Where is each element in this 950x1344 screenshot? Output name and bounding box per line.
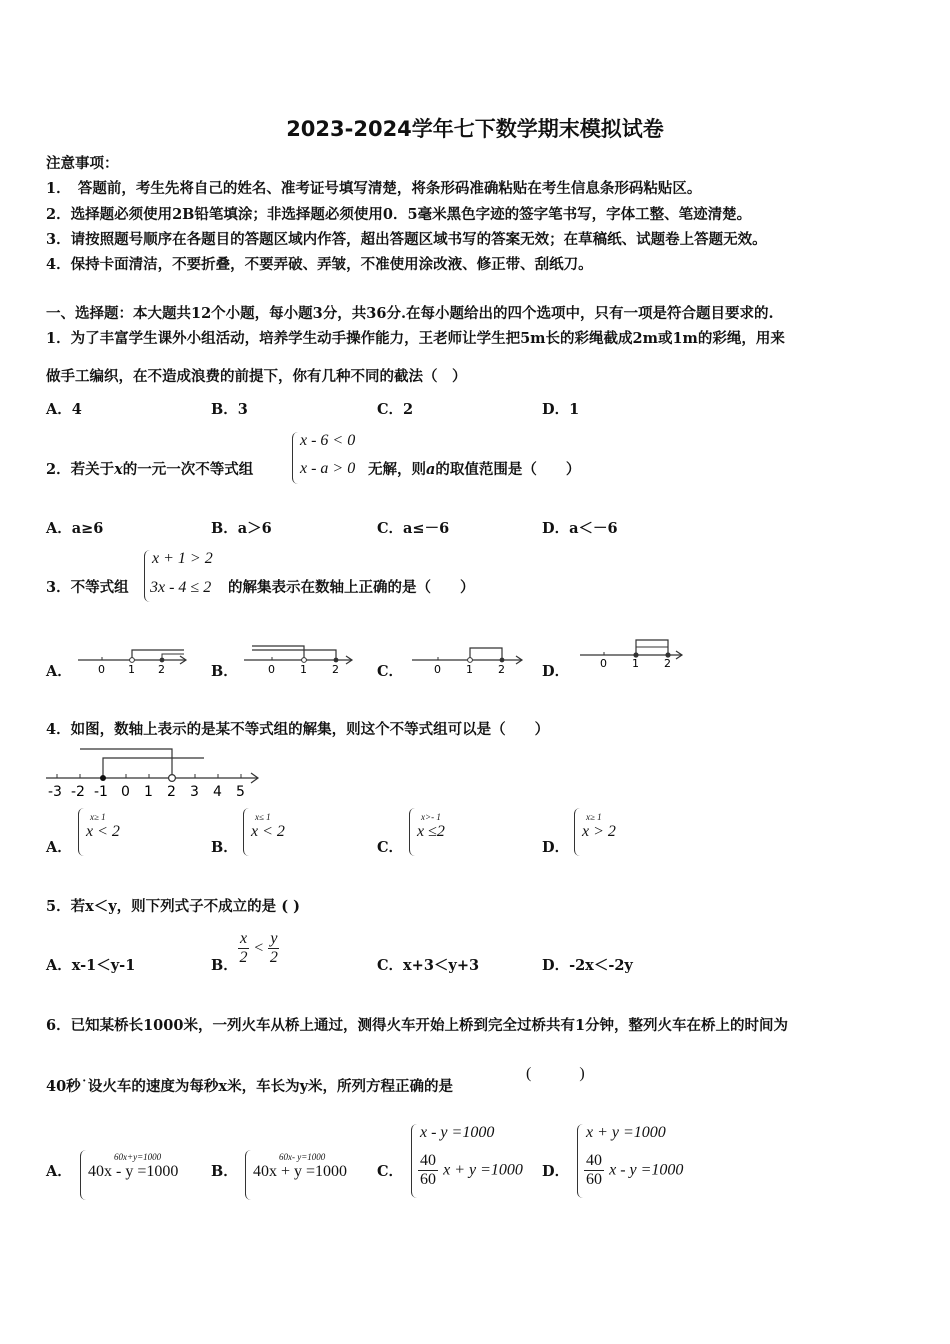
q6-d-line2: $\frac{40}{60}$ x - y =1000 [586,1152,684,1188]
tick-1: 1 [128,663,135,676]
q4-a-line1: x≥ 1 [90,812,106,822]
q6-brace-d [577,1124,584,1198]
q5-question: 5．若x＜y，则下列式子不成立的是 ( ) [46,898,300,915]
q6-d-line1: x + y =1000 [586,1124,666,1141]
q6-brace-b [245,1150,252,1200]
q4-option-c[interactable]: C． [377,839,404,856]
q6-c-line1: x - y =1000 [420,1124,495,1141]
q4-b-line1: x≤ 1 [255,812,271,822]
fraction-x-over-2: $\frac{x}{2}$ [239,930,248,966]
q4-d-line2: x > 2 [582,823,616,840]
q4-option-a[interactable]: A． [46,839,72,856]
q6-a-line1: 60x+y=1000 [114,1152,162,1162]
tick-neg3: -3 [48,784,62,800]
q3-numberline-b [240,640,360,676]
tick-1: 1 [466,663,473,676]
q6-b-line1: 60x- y=1000 [279,1152,326,1162]
q3-question: 3．不等式组 [46,579,129,596]
notice-item-1: 1． 答题前，考生先将自己的姓名、准考证号填写清楚，将条形码准确粘贴在考生信息条形码粘贴区。 [46,180,702,197]
q4-numberline [40,744,265,802]
q3-option-c[interactable]: C． [377,663,404,680]
q6-option-b[interactable]: B． [211,1163,238,1180]
q6-brace-a [80,1150,87,1200]
tick-0: 0 [121,784,130,800]
fraction-y-over-2: $\frac{y}{2}$ [269,930,278,966]
q2-sys-line1: x - 6 < 0 [300,432,356,449]
q1-option-c[interactable]: C．2 [377,401,414,418]
q2-sys-line2: x - a > 0 [300,460,356,477]
page-title: 2023-2024学年七下数学期末模拟试卷 [286,117,664,141]
q1-option-b[interactable]: B．3 [211,401,248,418]
tick-2: 2 [498,663,505,676]
q1-line1: 1．为了丰富学生课外小组活动，培养学生动手操作能力，王老师让学生把5m长的彩绳截成2m或1m的彩绳，用来 [46,330,785,347]
q4-option-d[interactable]: D． [542,839,570,856]
notice-item-4: 4．保持卡面清洁，不要折叠，不要弄破、弄皱，不准使用涂改液、修正带、刮纸刀。 [46,256,593,273]
q2-option-c[interactable]: C．a≤－6 [377,520,450,537]
q3-question-end: 的解集表示在数轴上正确的是（ ） [228,579,475,596]
q2-option-a[interactable]: A．a≥6 [46,520,104,537]
tick-2: 2 [664,657,671,670]
q6-line2: 40秒˙设火车的速度为每秒x米，车长为y米，所列方程正确的是 [46,1078,453,1095]
tick-0: 0 [600,657,607,670]
q4-brace-c [409,808,415,856]
tick-neg1: -1 [94,784,108,800]
q2-question-end: 无解，则a的取值范围是（ ） [368,461,581,478]
q3-numberline-c [404,640,529,676]
q1-line2: 做手工编织，在不造成浪费的前提下，你有几种不同的截法（ ） [46,368,467,385]
section-heading: 一、选择题：本大题共12个小题，每小题3分，共36分.在每小题给出的四个选项中，只有一项是符合题目要求的. [46,305,774,322]
tick-0: 0 [98,663,105,676]
q3-numberline-d [576,634,688,670]
q6-answer-paren: ( ) [526,1065,585,1082]
q1-option-a[interactable]: A．4 [46,401,82,418]
q6-a-line2: 40x - y =1000 [88,1163,179,1180]
q3-numberline-a [74,640,194,676]
q4-c-line1: x>- 1 [421,812,441,822]
tick-1: 1 [144,784,153,800]
tick-0: 0 [434,663,441,676]
tick-1: 1 [632,657,639,670]
q2-option-b[interactable]: B．a＞6 [211,520,272,537]
notice-heading: 注意事项： [46,155,119,172]
q4-option-b[interactable]: B． [211,839,238,856]
q6-c-line2: $\frac{40}{60}$ x + y =1000 [420,1152,523,1188]
q4-c-line2: x ≤2 [417,823,445,840]
tick-0: 0 [268,663,275,676]
q6-line1: 6．已知某桥长1000米，一列火车从桥上通过，测得火车开始上桥到完全过桥共有1分钟，整列火车在桥上的时间为 [46,1017,789,1034]
q4-brace-b [243,808,249,856]
q3-sys-line2: 3x - 4 ≤ 2 [150,579,212,596]
q6-option-d[interactable]: D． [542,1163,570,1180]
q6-brace-c [411,1124,418,1198]
q5-option-b-expression[interactable] [238,930,279,967]
tick-2: 2 [158,663,165,676]
q5-option-c[interactable]: C．x+3＜y+3 [377,957,480,974]
q4-b-line2: x < 2 [251,823,285,840]
q5-option-d[interactable]: D．-2x＜-2y [542,957,633,974]
q2-option-d[interactable]: D．a＜－6 [542,520,618,537]
notice-item-3: 3．请按照题号顺序在各题目的答题区域内作答，超出答题区域书写的答案无效；在草稿纸、试题卷上答题无效。 [46,231,767,248]
q6-option-a[interactable]: A． [46,1163,72,1180]
tick-2: 2 [167,784,176,800]
q2-question: 2．若关于x的一元一次不等式组 [46,461,254,478]
fraction-40-over-60: $\frac{40}{60}$ [420,1152,436,1188]
q1-option-d[interactable]: D．1 [542,401,580,418]
q5-option-b-label[interactable]: B． [211,957,238,974]
tick-4: 4 [213,784,222,800]
q3-option-d[interactable]: D． [542,663,570,680]
q6-option-c[interactable]: C． [377,1163,404,1180]
q4-brace-a [78,808,84,856]
tick-3: 3 [190,784,199,800]
q2-system-brace [292,432,299,484]
tick-neg2: -2 [71,784,85,800]
q5-option-a[interactable]: A．x-1＜y-1 [46,957,136,974]
tick-5: 5 [236,784,245,800]
q3-option-b[interactable]: B． [211,663,238,680]
fraction-40-over-60: $\frac{40}{60}$ [586,1152,602,1188]
q3-option-a[interactable]: A． [46,663,72,680]
tick-2: 2 [332,663,339,676]
q3-sys-line1: x + 1 > 2 [152,550,213,567]
q4-question: 4．如图，数轴上表示的是某不等式组的解集，则这个不等式组可以是（ ） [46,721,550,738]
tick-1: 1 [300,663,307,676]
less-than-sign: < [254,939,264,957]
q4-a-line2: x < 2 [86,823,120,840]
q4-brace-d [574,808,580,856]
q6-b-line2: 40x + y =1000 [253,1163,348,1180]
q4-d-line1: x≥ 1 [586,812,602,822]
notice-item-2: 2．选择题必须使用2B铅笔填涂；非选择题必须使用0．5毫米黑色字迹的签字笔书写，字体工整、笔迹清楚。 [46,206,752,223]
